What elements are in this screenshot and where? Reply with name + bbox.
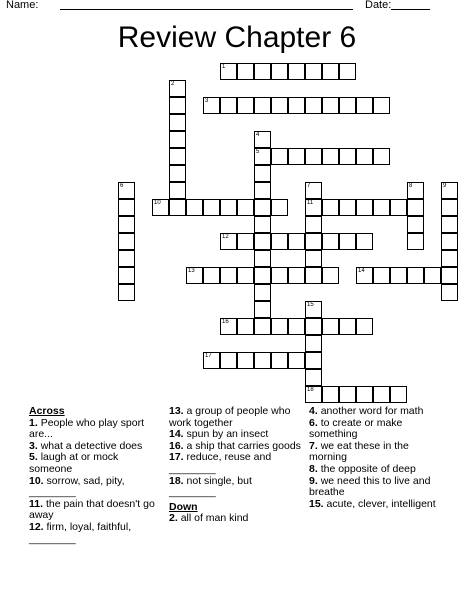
grid-cell[interactable]	[339, 97, 356, 114]
grid-cell[interactable]	[186, 199, 203, 216]
grid-cell[interactable]	[203, 97, 220, 114]
grid-cell[interactable]	[305, 97, 322, 114]
grid-cell[interactable]	[271, 97, 288, 114]
grid-cell[interactable]	[339, 233, 356, 250]
grid-cell[interactable]	[169, 165, 186, 182]
grid-cell[interactable]	[254, 284, 271, 301]
grid-cell[interactable]	[305, 148, 322, 165]
clue-item-number: 17.	[169, 451, 187, 464]
grid-cell[interactable]	[305, 199, 322, 216]
grid-cell[interactable]	[305, 352, 322, 369]
grid-cell[interactable]	[118, 250, 135, 267]
grid-cell[interactable]	[220, 352, 237, 369]
grid-cell[interactable]	[305, 369, 322, 386]
grid-cell[interactable]	[356, 267, 373, 284]
clue-item	[309, 476, 449, 499]
grid-cell[interactable]	[305, 250, 322, 267]
grid-cell[interactable]	[169, 80, 186, 97]
grid-cell[interactable]	[169, 148, 186, 165]
clue-number: 16	[222, 319, 229, 325]
clue-number: 9	[443, 183, 447, 189]
clue-item	[29, 522, 159, 545]
down-clue-list	[169, 513, 301, 525]
across-clue-list	[29, 418, 159, 546]
clue-item	[29, 499, 159, 522]
grid-cell[interactable]	[254, 97, 271, 114]
grid-cell[interactable]	[237, 199, 254, 216]
clue-item-text: laugh at or mock someone	[29, 451, 119, 475]
grid-cell[interactable]	[271, 267, 288, 284]
clue-number: 18	[307, 387, 314, 393]
grid-cell[interactable]	[254, 131, 271, 148]
grid-cell[interactable]	[254, 63, 271, 80]
grid-cell[interactable]	[220, 318, 237, 335]
page-title: Review Chapter 6	[117, 21, 357, 54]
grid-cell[interactable]	[407, 233, 424, 250]
clue-item	[169, 452, 301, 475]
clue-number: 5	[256, 149, 260, 155]
grid-cell[interactable]	[339, 199, 356, 216]
grid-cell[interactable]	[322, 199, 339, 216]
clue-item-number: 11.	[29, 497, 46, 510]
grid-cell[interactable]	[237, 267, 254, 284]
grid-cell[interactable]	[118, 284, 135, 301]
grid-cell[interactable]	[288, 63, 305, 80]
grid-cell[interactable]	[322, 148, 339, 165]
grid-cell[interactable]	[305, 386, 322, 403]
clue-item-text: what a detective does	[40, 439, 143, 452]
grid-cell[interactable]	[237, 233, 254, 250]
grid-cell[interactable]	[305, 318, 322, 335]
clue-item	[309, 441, 449, 464]
clue-number: 14	[358, 268, 365, 274]
clue-item-text: the opposite of deep	[320, 462, 416, 475]
clue-item-text: a group of people who work together	[169, 405, 291, 429]
clue-number: 8	[409, 183, 413, 189]
across-clue-list-continued	[169, 406, 301, 499]
grid-cell[interactable]	[441, 182, 458, 199]
grid-cell[interactable]	[169, 97, 186, 114]
grid-cell[interactable]	[373, 386, 390, 403]
grid-cell[interactable]	[288, 233, 305, 250]
grid-cell[interactable]	[407, 216, 424, 233]
grid-cell[interactable]	[322, 97, 339, 114]
clue-number: 17	[205, 353, 212, 359]
clue-item-number: 16.	[169, 439, 187, 452]
clue-number: 11	[307, 200, 314, 206]
clue-item-number: 12.	[29, 520, 47, 533]
clue-item	[29, 452, 159, 475]
clue-item-text: a ship that carries goods	[186, 439, 301, 452]
grid-cell[interactable]	[254, 182, 271, 199]
clue-item	[169, 476, 301, 499]
grid-cell[interactable]	[356, 97, 373, 114]
grid-cell[interactable]	[288, 318, 305, 335]
clue-number: 13	[188, 268, 195, 274]
down-heading: Down	[169, 500, 198, 513]
grid-cell[interactable]	[390, 267, 407, 284]
clue-number: 2	[171, 81, 175, 87]
grid-cell[interactable]	[254, 352, 271, 369]
grid-cell[interactable]	[254, 233, 271, 250]
clue-item	[29, 476, 159, 499]
grid-cell[interactable]	[237, 318, 254, 335]
grid-cell[interactable]	[356, 386, 373, 403]
grid-cell[interactable]	[237, 352, 254, 369]
clue-number: 7	[307, 183, 311, 189]
clue-item-text: we eat these in the morning	[309, 439, 409, 464]
grid-cell[interactable]	[271, 63, 288, 80]
grid-cell[interactable]	[288, 352, 305, 369]
grid-cell[interactable]	[118, 182, 135, 199]
grid-cell[interactable]	[373, 267, 390, 284]
grid-cell[interactable]	[424, 267, 441, 284]
grid-cell[interactable]	[169, 131, 186, 148]
clue-number: 4	[256, 132, 260, 138]
clue-item-text: spun by an insect	[186, 428, 269, 441]
grid-cell[interactable]	[152, 199, 169, 216]
clue-item	[169, 406, 301, 429]
clue-item-text: acute, clever, intelligent	[326, 497, 436, 510]
clue-number: 6	[120, 183, 124, 189]
clue-item-number: 10.	[29, 474, 47, 487]
grid-cell[interactable]	[271, 352, 288, 369]
grid-cell[interactable]	[118, 199, 135, 216]
grid-cell[interactable]	[441, 250, 458, 267]
grid-cell[interactable]	[288, 97, 305, 114]
clue-number: 15	[307, 302, 314, 308]
grid-cell[interactable]	[237, 63, 254, 80]
grid-cell[interactable]	[220, 63, 237, 80]
clue-item-number: 6.	[309, 416, 321, 429]
grid-cell[interactable]	[271, 233, 288, 250]
grid-cell[interactable]	[441, 199, 458, 216]
clue-item-text: sorrow, sad, pity, ________	[29, 474, 125, 499]
grid-cell[interactable]	[254, 165, 271, 182]
grid-cell[interactable]	[322, 233, 339, 250]
grid-cell[interactable]	[322, 267, 339, 284]
grid-cell[interactable]	[441, 267, 458, 284]
name-label: Name:	[6, 0, 39, 11]
grid-cell[interactable]	[254, 318, 271, 335]
clue-item-text: we need this to live and breathe	[309, 474, 431, 499]
grid-cell[interactable]	[356, 318, 373, 335]
grid-cell[interactable]	[237, 97, 254, 114]
grid-cell[interactable]	[356, 233, 373, 250]
grid-cell[interactable]	[373, 148, 390, 165]
clue-item-number: 3.	[29, 439, 41, 452]
grid-cell[interactable]	[254, 148, 271, 165]
grid-cell[interactable]	[254, 199, 271, 216]
grid-cell[interactable]	[441, 284, 458, 301]
grid-cell[interactable]	[288, 267, 305, 284]
grid-cell[interactable]	[356, 148, 373, 165]
clue-item-text: People who play sport are...	[29, 416, 145, 441]
clue-item-number: 8.	[309, 462, 321, 475]
grid-cell[interactable]	[186, 267, 203, 284]
grid-cell[interactable]	[356, 199, 373, 216]
grid-cell[interactable]	[305, 233, 322, 250]
grid-cell[interactable]	[220, 267, 237, 284]
clue-item	[29, 418, 159, 441]
date-label: Date:	[365, 0, 392, 11]
grid-cell[interactable]	[373, 199, 390, 216]
grid-cell[interactable]	[254, 301, 271, 318]
grid-cell[interactable]	[118, 267, 135, 284]
grid-cell[interactable]	[305, 335, 322, 352]
clue-item	[169, 513, 301, 525]
grid-cell[interactable]	[339, 148, 356, 165]
grid-cell[interactable]	[118, 216, 135, 233]
grid-cell[interactable]	[118, 233, 135, 250]
grid-cell[interactable]	[322, 318, 339, 335]
grid-cell[interactable]	[305, 267, 322, 284]
grid-cell[interactable]	[220, 199, 237, 216]
grid-cell[interactable]	[220, 233, 237, 250]
grid-cell[interactable]	[203, 267, 220, 284]
grid-cell[interactable]	[254, 250, 271, 267]
grid-cell[interactable]	[339, 318, 356, 335]
grid-cell[interactable]	[373, 97, 390, 114]
clue-item-number: 9.	[309, 474, 321, 487]
clue-number: 1	[222, 64, 226, 70]
clue-item-number: 13.	[169, 405, 187, 417]
clue-item-number: 14.	[169, 428, 187, 441]
grid-cell[interactable]	[254, 216, 271, 233]
grid-cell[interactable]	[339, 63, 356, 80]
grid-cell[interactable]	[305, 63, 322, 80]
clue-item-text: to create or make something	[309, 416, 403, 441]
clue-column-1	[29, 406, 159, 545]
grid-cell[interactable]	[169, 199, 186, 216]
clue-number: 12	[222, 234, 229, 240]
clue-column-2	[169, 406, 301, 525]
grid-cell[interactable]	[220, 97, 237, 114]
clue-item-number: 2.	[169, 512, 181, 525]
clue-item-number: 4.	[309, 405, 321, 417]
grid-cell[interactable]	[254, 267, 271, 284]
clue-item	[309, 499, 449, 511]
grid-cell[interactable]	[407, 199, 424, 216]
grid-cell[interactable]	[203, 352, 220, 369]
clue-item-text: the pain that doesn't go away	[29, 497, 155, 522]
grid-cell[interactable]	[305, 216, 322, 233]
clue-number: 3	[205, 98, 209, 104]
clue-item-text: not single, but ________	[169, 474, 252, 499]
grid-cell[interactable]	[441, 216, 458, 233]
clue-item-text: all of man kind	[180, 512, 249, 525]
clue-item-number: 1.	[29, 416, 41, 429]
grid-cell[interactable]	[169, 182, 186, 199]
grid-cell[interactable]	[203, 199, 220, 216]
grid-cell[interactable]	[390, 199, 407, 216]
grid-cell[interactable]	[407, 267, 424, 284]
grid-cell[interactable]	[322, 63, 339, 80]
grid-cell[interactable]	[271, 148, 288, 165]
grid-cell[interactable]	[271, 318, 288, 335]
across-heading: Across	[29, 405, 65, 417]
clue-column-3	[309, 406, 449, 510]
grid-cell[interactable]	[271, 199, 288, 216]
clue-item-number: 5.	[29, 451, 41, 464]
grid-cell[interactable]	[390, 386, 407, 403]
clue-item	[309, 418, 449, 441]
clue-item-text: another word for math	[320, 405, 424, 417]
clue-item-text: reduce, reuse and ________	[169, 451, 272, 475]
clue-number: 10	[154, 200, 161, 206]
down-clue-list-continued	[309, 406, 449, 510]
clue-item-number: 15.	[309, 497, 327, 510]
grid-cell[interactable]	[305, 301, 322, 318]
grid-cell[interactable]	[441, 233, 458, 250]
grid-cell[interactable]	[305, 182, 322, 199]
clue-item-text: firm, loyal, faithful, ________	[29, 520, 132, 545]
grid-cell[interactable]	[339, 386, 356, 403]
grid-cell[interactable]	[322, 386, 339, 403]
grid-cell[interactable]	[169, 114, 186, 131]
grid-cell[interactable]	[407, 182, 424, 199]
grid-cell[interactable]	[288, 148, 305, 165]
clue-item-number: 7.	[309, 439, 321, 452]
clue-item-number: 18.	[169, 474, 187, 487]
